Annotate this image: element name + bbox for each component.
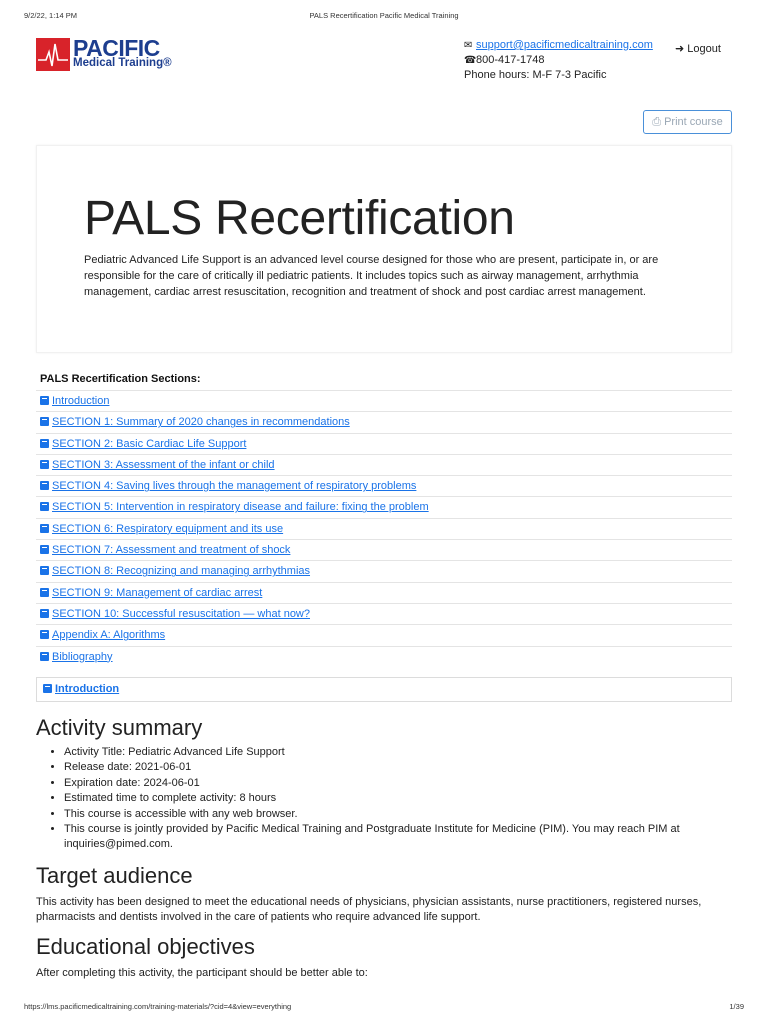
print-course-label: Print course <box>664 116 723 128</box>
section-link[interactable]: Introduction <box>52 395 110 407</box>
section-item[interactable] <box>36 646 732 667</box>
section-link[interactable]: SECTION 1: Summary of 2020 changes in recommendations <box>52 416 350 429</box>
list-item: • Release date: 2021-06-01 <box>64 760 704 775</box>
section-item[interactable] <box>36 624 732 645</box>
section-item[interactable] <box>36 390 732 411</box>
book-icon <box>40 502 49 511</box>
list-item: • This course is jointly provided by Pacific Medical Training and Postgraduate Institute for Medicine (PIM). You may reach PIM at inquiries@pimed.com. <box>64 822 704 853</box>
list-item: • Estimated time to complete activity: 8 hours <box>64 791 704 806</box>
phone-hours: Phone hours: M-F 7-3 Pacific <box>464 69 607 81</box>
book-icon <box>40 652 49 661</box>
target-audience-heading: Target audience <box>36 863 193 888</box>
book-icon <box>40 545 49 554</box>
phone-number: 800-417-1748 <box>476 54 545 66</box>
print-footer <box>24 1002 744 1012</box>
book-icon <box>40 588 49 597</box>
section-item[interactable] <box>36 454 732 475</box>
book-icon <box>40 630 49 639</box>
section-link[interactable]: SECTION 9: Management of cardiac arrest <box>52 586 263 599</box>
course-title: PALS Recertification <box>84 192 515 245</box>
book-icon <box>40 609 49 618</box>
activity-summary-list <box>64 745 704 853</box>
activity-summary-heading: Activity summary <box>36 715 203 740</box>
section-item[interactable] <box>36 539 732 560</box>
book-icon <box>40 417 49 426</box>
section-link[interactable]: SECTION 6: Respiratory equipment and its use <box>52 522 284 535</box>
list-item: • Activity Title: Pediatric Advanced Life Support <box>64 745 704 760</box>
section-link[interactable]: SECTION 8: Recognizing and managing arrhythmias <box>52 565 311 578</box>
section-item[interactable] <box>36 603 732 624</box>
printer-icon: ⎙ <box>652 116 662 128</box>
section-link[interactable]: SECTION 4: Saving lives through the management of respiratory problems <box>52 480 417 493</box>
sections-list <box>36 390 732 667</box>
heartbeat-icon <box>36 38 70 71</box>
print-url: https://lms.pacificmedicaltraining.com/training-materials/?cid=4&view=everything <box>24 1002 292 1011</box>
educational-objectives-text: After completing this activity, the participant should be better able to: <box>36 967 368 979</box>
section-item[interactable] <box>36 518 732 539</box>
book-icon <box>43 684 52 693</box>
section-item[interactable] <box>36 411 732 432</box>
book-icon <box>40 481 49 490</box>
print-header <box>24 11 744 21</box>
book-icon <box>40 524 49 533</box>
section-link[interactable]: SECTION 2: Basic Cardiac Life Support <box>52 437 247 450</box>
print-datetime: 9/2/22, 1:14 PM <box>24 11 77 20</box>
envelope-icon: ✉ <box>464 40 473 51</box>
book-icon <box>40 396 49 405</box>
current-section-link[interactable]: Introduction <box>55 683 120 695</box>
list-item: • This course is accessible with any web browser. <box>64 807 704 822</box>
section-item[interactable] <box>36 475 732 496</box>
section-link[interactable]: SECTION 10: Successful resuscitation — what now? <box>52 607 310 620</box>
book-icon <box>40 439 49 448</box>
course-description: Pediatric Advanced Life Support is an advanced level course designed for those who are present, participate in, or are responsible for the care of critically ill pediatric patients. It includes topics such as airway management, arrhythmia management, cardiac arrest resuscitation, recognition and treatment of shock and post cardiac arrest management. <box>84 254 659 298</box>
section-link[interactable]: Appendix A: Algorithms <box>52 629 166 642</box>
page-number: 1/39 <box>729 1002 744 1011</box>
book-icon <box>40 566 49 575</box>
sections-heading: PALS Recertification Sections: <box>40 373 201 385</box>
sign-out-icon: ➜ <box>675 43 685 55</box>
section-link[interactable]: SECTION 3: Assessment of the infant or child <box>52 458 275 471</box>
logout-label: Logout <box>687 43 721 55</box>
print-course-button[interactable] <box>643 110 732 134</box>
section-item[interactable] <box>36 433 732 454</box>
logo-word: PACIFIC <box>73 35 160 61</box>
course-header <box>36 145 732 353</box>
phone-icon: ☎ <box>464 55 477 66</box>
logo-subtitle: Medical Training® <box>73 57 172 69</box>
current-section-panel <box>36 677 732 702</box>
target-audience-text: This activity has been designed to meet the educational needs of physicians, physician assistants, nurse practitioners, registered nurses, pharmacists and dentists involved in the care of patients who require advanced life support. <box>36 896 702 924</box>
contact-info <box>464 38 653 83</box>
section-link[interactable]: Bibliography <box>52 650 113 663</box>
list-item: • Expiration date: 2024-06-01 <box>64 776 704 791</box>
section-item[interactable] <box>36 582 732 603</box>
pacific-logo[interactable] <box>36 35 186 72</box>
support-email-link[interactable]: support@pacificmedicaltraining.com <box>476 39 653 51</box>
book-icon <box>40 460 49 469</box>
print-title: PALS Recertification Pacific Medical Training <box>309 11 459 20</box>
section-link[interactable]: SECTION 7: Assessment and treatment of shock <box>52 544 291 557</box>
section-item[interactable] <box>36 560 732 581</box>
logout-link[interactable] <box>675 42 721 55</box>
section-link[interactable]: SECTION 5: Intervention in respiratory disease and failure: fixing the problem <box>52 501 429 514</box>
section-item[interactable] <box>36 496 732 517</box>
educational-objectives-heading: Educational objectives <box>36 934 255 959</box>
